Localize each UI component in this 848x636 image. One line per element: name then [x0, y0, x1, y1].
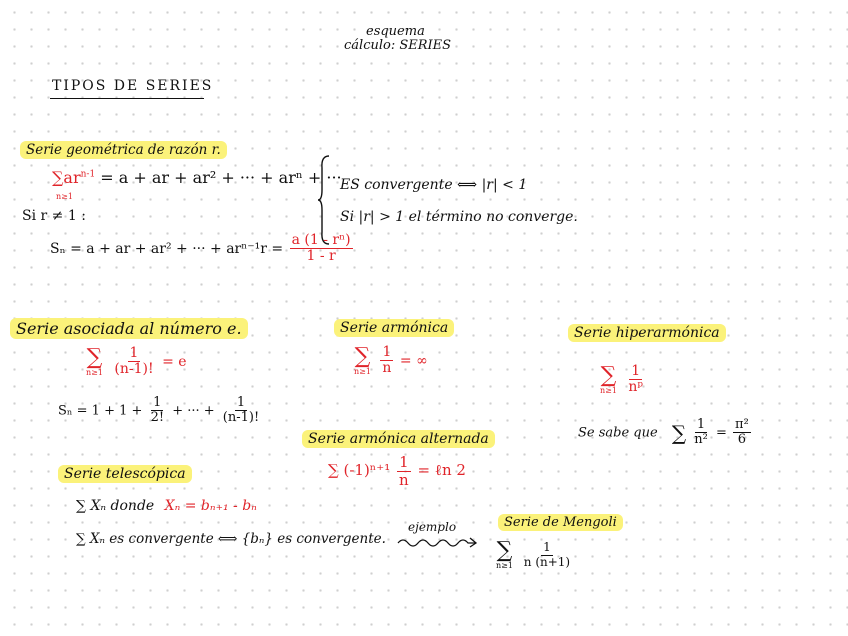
e-series-formula: ∑ n≥1 $\frac{1}{(n-1)!}$ = e: [86, 344, 187, 378]
example-label: ejemplo: [408, 520, 457, 534]
section-title-underline: [50, 98, 204, 99]
telescopic-line-2: ∑ Xₙ es convergente ⟺ {bₙ} es convergente.: [76, 531, 386, 547]
geometric-sum: $\sum ar^{n-1}$: [52, 168, 96, 187]
geometric-fraction: $\frac{\text{a (1 - rⁿ)}}{1 - r}$: [291, 232, 351, 265]
header-line-2: cálculo: SERIES: [344, 38, 452, 53]
geometric-partial-sum: Sₙ = a + ar + ar² + ··· + arⁿ⁻¹r = $\frac{\text{a (1 - rⁿ)}}{1 - r}$: [50, 232, 351, 265]
header-line-1: esquema: [366, 24, 425, 39]
e-series-partial-sum: Sₙ = 1 + 1 + $\frac{1}{2!}$ + ··· + $\frac{1}{(n-1)!}$: [58, 395, 260, 426]
geometric-divergence: Si |r| > 1 el término no converge.: [340, 209, 578, 225]
section-title: TIPOS DE SERIES: [52, 78, 214, 94]
geometric-formula: $\sum ar^{n-1} = a$ + ar + ar² + ··· + arⁿ + ···: [52, 168, 342, 187]
mengoli-title: Serie de Mengoli: [498, 514, 623, 531]
geometric-title: Serie geométrica de razón r.: [20, 141, 227, 159]
hyperharmonic-formula: ∑ n≥1 $\frac{1}{\text{nᵖ}}$: [600, 362, 644, 396]
example-arrow: [396, 534, 480, 550]
telescopic-title: Serie telescópica: [58, 465, 192, 483]
telescopic-line-1: ∑ Xₙ donde Xₙ = bₙ₊₁ - bₙ: [76, 498, 257, 514]
geometric-condition: Si r ≠ 1 :: [22, 208, 86, 224]
hyperharmonic-title: Serie hiperarmónica: [568, 324, 726, 342]
e-series-title: Serie asociada al número e.: [10, 318, 248, 339]
harmonic-title: Serie armónica: [334, 319, 454, 337]
harmonic-formula: ∑ n≥1 $\frac{1}{n}$ = ∞: [354, 343, 428, 377]
geometric-sum-subscript: n≥1: [56, 192, 73, 201]
alternating-title: Serie armónica alternada: [302, 430, 495, 448]
alternating-formula: ∑ (-1)ⁿ⁺¹ $\frac{1}{n}$ = ℓn 2: [328, 453, 466, 489]
geometric-convergence: ES convergente ⟺ |r| < 1: [340, 177, 528, 193]
hyperharmonic-known: Se sabe que ∑ $\frac{1}{\text{n²}}$ = $\frac{\text{π²}}{6}$: [578, 417, 749, 448]
brace: [318, 154, 330, 246]
mengoli-formula: ∑ n≥1 $\frac{1}{n (n+1)}$: [496, 538, 571, 570]
